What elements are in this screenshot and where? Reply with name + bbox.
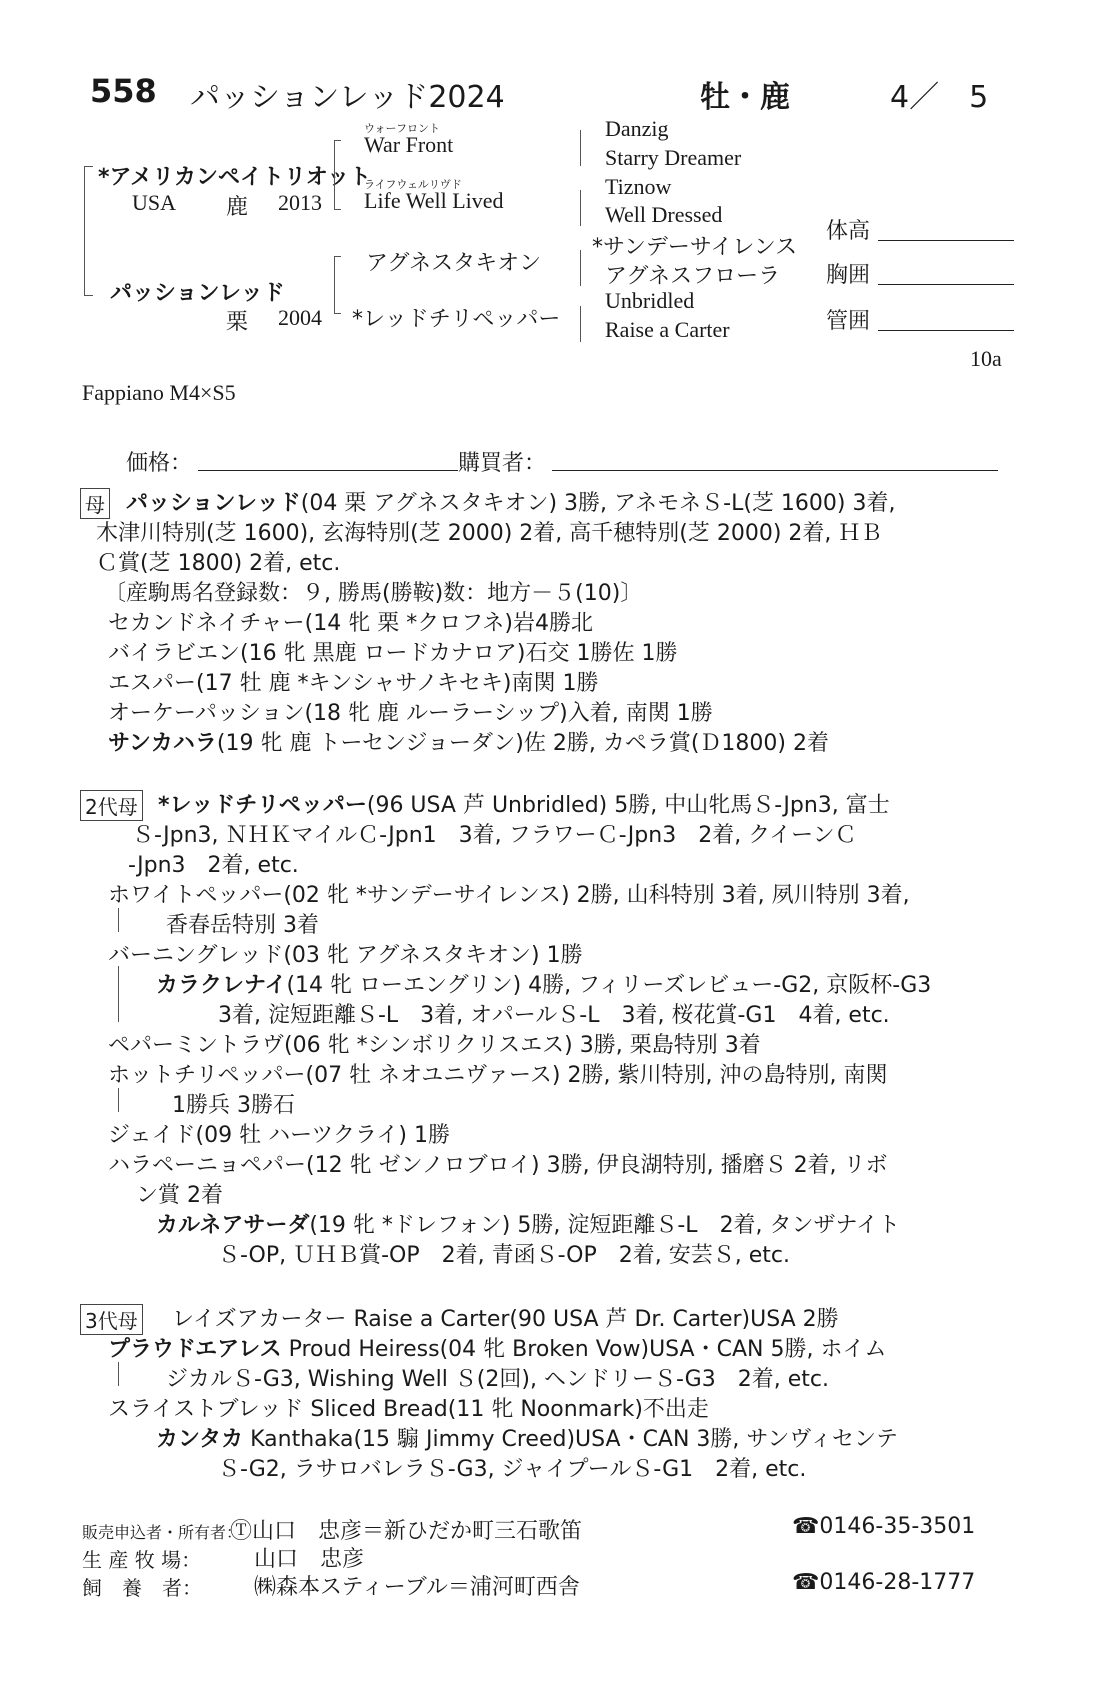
second-dam-line-0-text: (96 USA 芦 Unbridled) 5勝, 中山牝馬Ｓ-Jpn3, 富士 xyxy=(366,793,890,818)
second-dam-bar-1 xyxy=(118,908,119,932)
dam-year: 2004 xyxy=(278,305,322,330)
third-dam-line-5: Ｓ-G2, ラサロバレラＳ-G3, ジャイプールＳ-G1 2着, etc. xyxy=(218,1457,807,1482)
gen3-2: Tiznow xyxy=(605,174,672,199)
gen3-7: Raise a Carter xyxy=(605,317,730,342)
measure-height-field[interactable] xyxy=(878,240,1014,241)
gen3-bracket-1 xyxy=(580,130,586,166)
second-dam-line-8: ペパーミントラヴ(06 牝 *シンボリクリスエス) 3勝, 栗島特別 3着 xyxy=(108,1033,761,1058)
second-dam-line-10: 1勝兵 3勝石 xyxy=(172,1093,295,1118)
footer-value-farm: 山口 忠彦 xyxy=(254,1547,365,1572)
inbreeding-note: Fappiano M4×S5 xyxy=(82,380,236,405)
dam-line-1: 木津川特別(芝 1600), 玄海特別(芝 2000) 2着, 高千穂特別(芝 2000) 2着, ＨＢ xyxy=(96,521,883,546)
gen3-0: Danzig xyxy=(605,116,669,141)
third-dam-label: 3代母 xyxy=(80,1304,143,1335)
third-dam-line-4-text: Kanthaka(15 騸 Jimmy Creed)USA・CAN 3勝, サンヴィセンテ xyxy=(243,1427,898,1452)
dam-line-8-bold: サンカハラ xyxy=(108,731,217,756)
measure-height-label: 体高 xyxy=(826,219,871,244)
footer-phone-keeper: ☎0146-28-1777 xyxy=(792,1570,976,1595)
second-dam-line-11: ジェイド(09 牡 ハーツクライ) 1勝 xyxy=(108,1123,450,1148)
dam-line-6: エスパー(17 牡 鹿 *キンシャサノキセキ)南関 1勝 xyxy=(108,671,599,696)
dam-bracket xyxy=(334,256,341,314)
second-dam-line-6 xyxy=(156,968,931,999)
second-dam-line-12: ハラペーニョペパー(12 牝 ゼンノロブロイ) 3勝, 伊良湖特別, 播磨Ｓ 2着, リボ xyxy=(108,1153,888,1178)
buyer-field[interactable] xyxy=(552,470,998,471)
gen3-bracket-3 xyxy=(580,250,586,286)
third-dam-line-1-text: Proud Heiress(04 牝 Broken Vow)USA・CAN 5勝, ホイム xyxy=(281,1337,887,1362)
footer-label-keeper: 飼 養 者： xyxy=(82,1576,202,1600)
dam-color: 栗 xyxy=(226,310,249,335)
second-dam-line-4: 香春岳特別 3着 xyxy=(166,913,319,938)
second-dam-line-14 xyxy=(156,1208,900,1239)
second-dam-line-15: Ｓ-OP, ＵＨＢ賞-OP 2着, 青函Ｓ-OP 2着, 安芸Ｓ, etc. xyxy=(218,1243,790,1268)
third-dam-line-4-bold: カンタカ xyxy=(156,1427,244,1452)
dam-name: パッションレッド xyxy=(110,281,285,306)
dam-line-0 xyxy=(126,486,896,517)
sire-sire-ruby: ウォーフロント xyxy=(364,122,441,135)
gen3-bracket-2 xyxy=(580,190,586,226)
gen3-bracket-4 xyxy=(580,306,586,342)
sire-origin: USA xyxy=(132,190,177,215)
pedigree-code: 10a xyxy=(970,346,1002,371)
third-dam-line-4 xyxy=(156,1422,898,1453)
second-dam-line-0 xyxy=(158,788,890,819)
footer-phone-owner: ☎0146-35-3501 xyxy=(792,1514,976,1539)
footer-value-owner: Ⓣ山口 忠彦＝新ひだか町三石歌笛 xyxy=(230,1519,583,1544)
dam-line-8 xyxy=(108,726,829,757)
sex-color: 牡・鹿 xyxy=(700,80,790,115)
dam-line-3: 〔産駒馬名登録数：９, 勝馬(勝鞍)数：地方－５(10)〕 xyxy=(104,581,643,606)
dam-line-5: バイラビエン(16 牝 黒鹿 ロードカナロア)石交 1勝佐 1勝 xyxy=(108,641,678,666)
dam-section-label: 母 xyxy=(80,488,110,519)
second-dam-line-7: 3着, 淀短距離Ｓ-L 3着, オパールＳ-L 3着, 桜花賞-G1 4着, etc. xyxy=(218,1003,890,1028)
footer-label-farm: 生 産 牧 場： xyxy=(82,1548,202,1572)
dam-sire-name: アグネスタキオン xyxy=(366,251,542,276)
gen3-4: *サンデーサイレンス xyxy=(592,235,798,260)
second-dam-bar-2 xyxy=(118,966,119,1022)
price-field[interactable] xyxy=(198,470,458,471)
second-dam-bar-3 xyxy=(118,1088,119,1112)
horse-name: パッションレッド2024 xyxy=(190,80,505,115)
second-dam-line-9: ホットチリペッパー(07 牡 ネオユニヴァース) 2勝, 紫川特別, 沖の島特別, 南関 xyxy=(108,1063,888,1088)
sire-year: 2013 xyxy=(278,190,322,215)
third-dam-line-1-bold: プラウドエアレス xyxy=(108,1337,282,1362)
second-dam-line-6-text: (14 牝 ローエングリン) 4勝, フィリーズレビュー-G2, 京阪杯-G3 xyxy=(286,973,932,998)
sire-color: 鹿 xyxy=(226,195,249,220)
third-dam-line-0: レイズアカーター Raise a Carter(90 USA 芦 Dr. Carter)USA 2勝 xyxy=(172,1307,839,1332)
price-label: 価格： xyxy=(126,451,193,476)
second-dam-line-14-text: (19 牝 *ドレフォン) 5勝, 淀短距離Ｓ-L 2着, タンザナイト xyxy=(309,1213,901,1238)
footer-label-owner: 販売申込者・所有者： xyxy=(82,1523,243,1542)
sire-sire-name: War Front xyxy=(364,132,454,157)
dam-line-8-text: (19 牝 鹿 トーセンジョーダン)佐 2勝, カペラ賞(Ｄ1800) 2着 xyxy=(216,731,829,756)
second-dam-line-2: -Jpn3 2着, etc. xyxy=(128,853,299,878)
gen3-1: Starry Dreamer xyxy=(605,145,742,170)
lot-number: 558 xyxy=(90,72,157,110)
gen3-6: Unbridled xyxy=(605,288,695,313)
sire-bracket xyxy=(334,140,341,210)
measure-cannon-field[interactable] xyxy=(878,330,1014,331)
dam-line-0-text: (04 栗 アグネスタキオン) 3勝, アネモネＳ-L(芝 1600) 3着, xyxy=(300,491,896,516)
second-dam-line-13: ン賞 2着 xyxy=(136,1183,223,1208)
second-dam-line-1: Ｓ-Jpn3, ＮＨＫマイルＣ-Jpn1 3着, フラワーＣ-Jpn3 2着, クイーンＣ xyxy=(132,823,857,848)
footer-value-keeper: ㈱森本スティーブル＝浦河町西舎 xyxy=(254,1575,580,1600)
second-dam-label: 2代母 xyxy=(80,790,143,821)
birth-date: 4／ 5 xyxy=(890,80,989,115)
measure-chest-label: 胸囲 xyxy=(826,263,871,288)
sire-dam-name: Life Well Lived xyxy=(364,188,504,213)
gen3-5: アグネスフローラ xyxy=(605,264,781,289)
measure-chest-field[interactable] xyxy=(878,284,1014,285)
third-dam-bar-1 xyxy=(118,1362,119,1386)
second-dam-line-6-bold: カラクレナイ xyxy=(156,973,287,998)
second-dam-line-0-bold: *レッドチリペッパー xyxy=(158,793,367,818)
second-dam-line-5: バーニングレッド(03 牝 アグネスタキオン) 1勝 xyxy=(108,943,583,968)
dam-line-4: セカンドネイチャー(14 牝 栗 *クロフネ)岩4勝北 xyxy=(108,611,593,636)
gen3-3: Well Dressed xyxy=(605,202,723,227)
sire-dam-ruby: ライフウェルリヴド xyxy=(364,178,462,191)
third-dam-line-3: スライストブレッド Sliced Bread(11 牝 Noonmark)不出走 xyxy=(108,1397,709,1422)
sire-name: *アメリカンペイトリオット xyxy=(98,165,372,190)
dam-line-7: オーケーパッション(18 牝 鹿 ルーラーシップ)入着, 南関 1勝 xyxy=(108,701,713,726)
dam-line-2: Ｃ賞(芝 1800) 2着, etc. xyxy=(96,551,341,576)
dam-line-0-bold: パッションレッド xyxy=(126,491,301,516)
dam-dam-name: *レッドチリペッパー xyxy=(352,307,561,332)
third-dam-line-1 xyxy=(108,1332,886,1363)
third-dam-line-2: ジカルＳ-G3, Wishing Well Ｓ(2回), ヘンドリーＳ-G3 2着, etc. xyxy=(166,1367,829,1392)
buyer-label: 購買者： xyxy=(458,451,547,476)
pedigree-outer-bracket xyxy=(84,166,93,296)
second-dam-line-3: ホワイトペッパー(02 牝 *サンデーサイレンス) 2勝, 山科特別 3着, 夙川特別 3着, xyxy=(108,883,910,908)
measure-cannon-label: 管囲 xyxy=(826,309,871,334)
second-dam-line-14-bold: カルネアサーダ xyxy=(156,1213,310,1238)
